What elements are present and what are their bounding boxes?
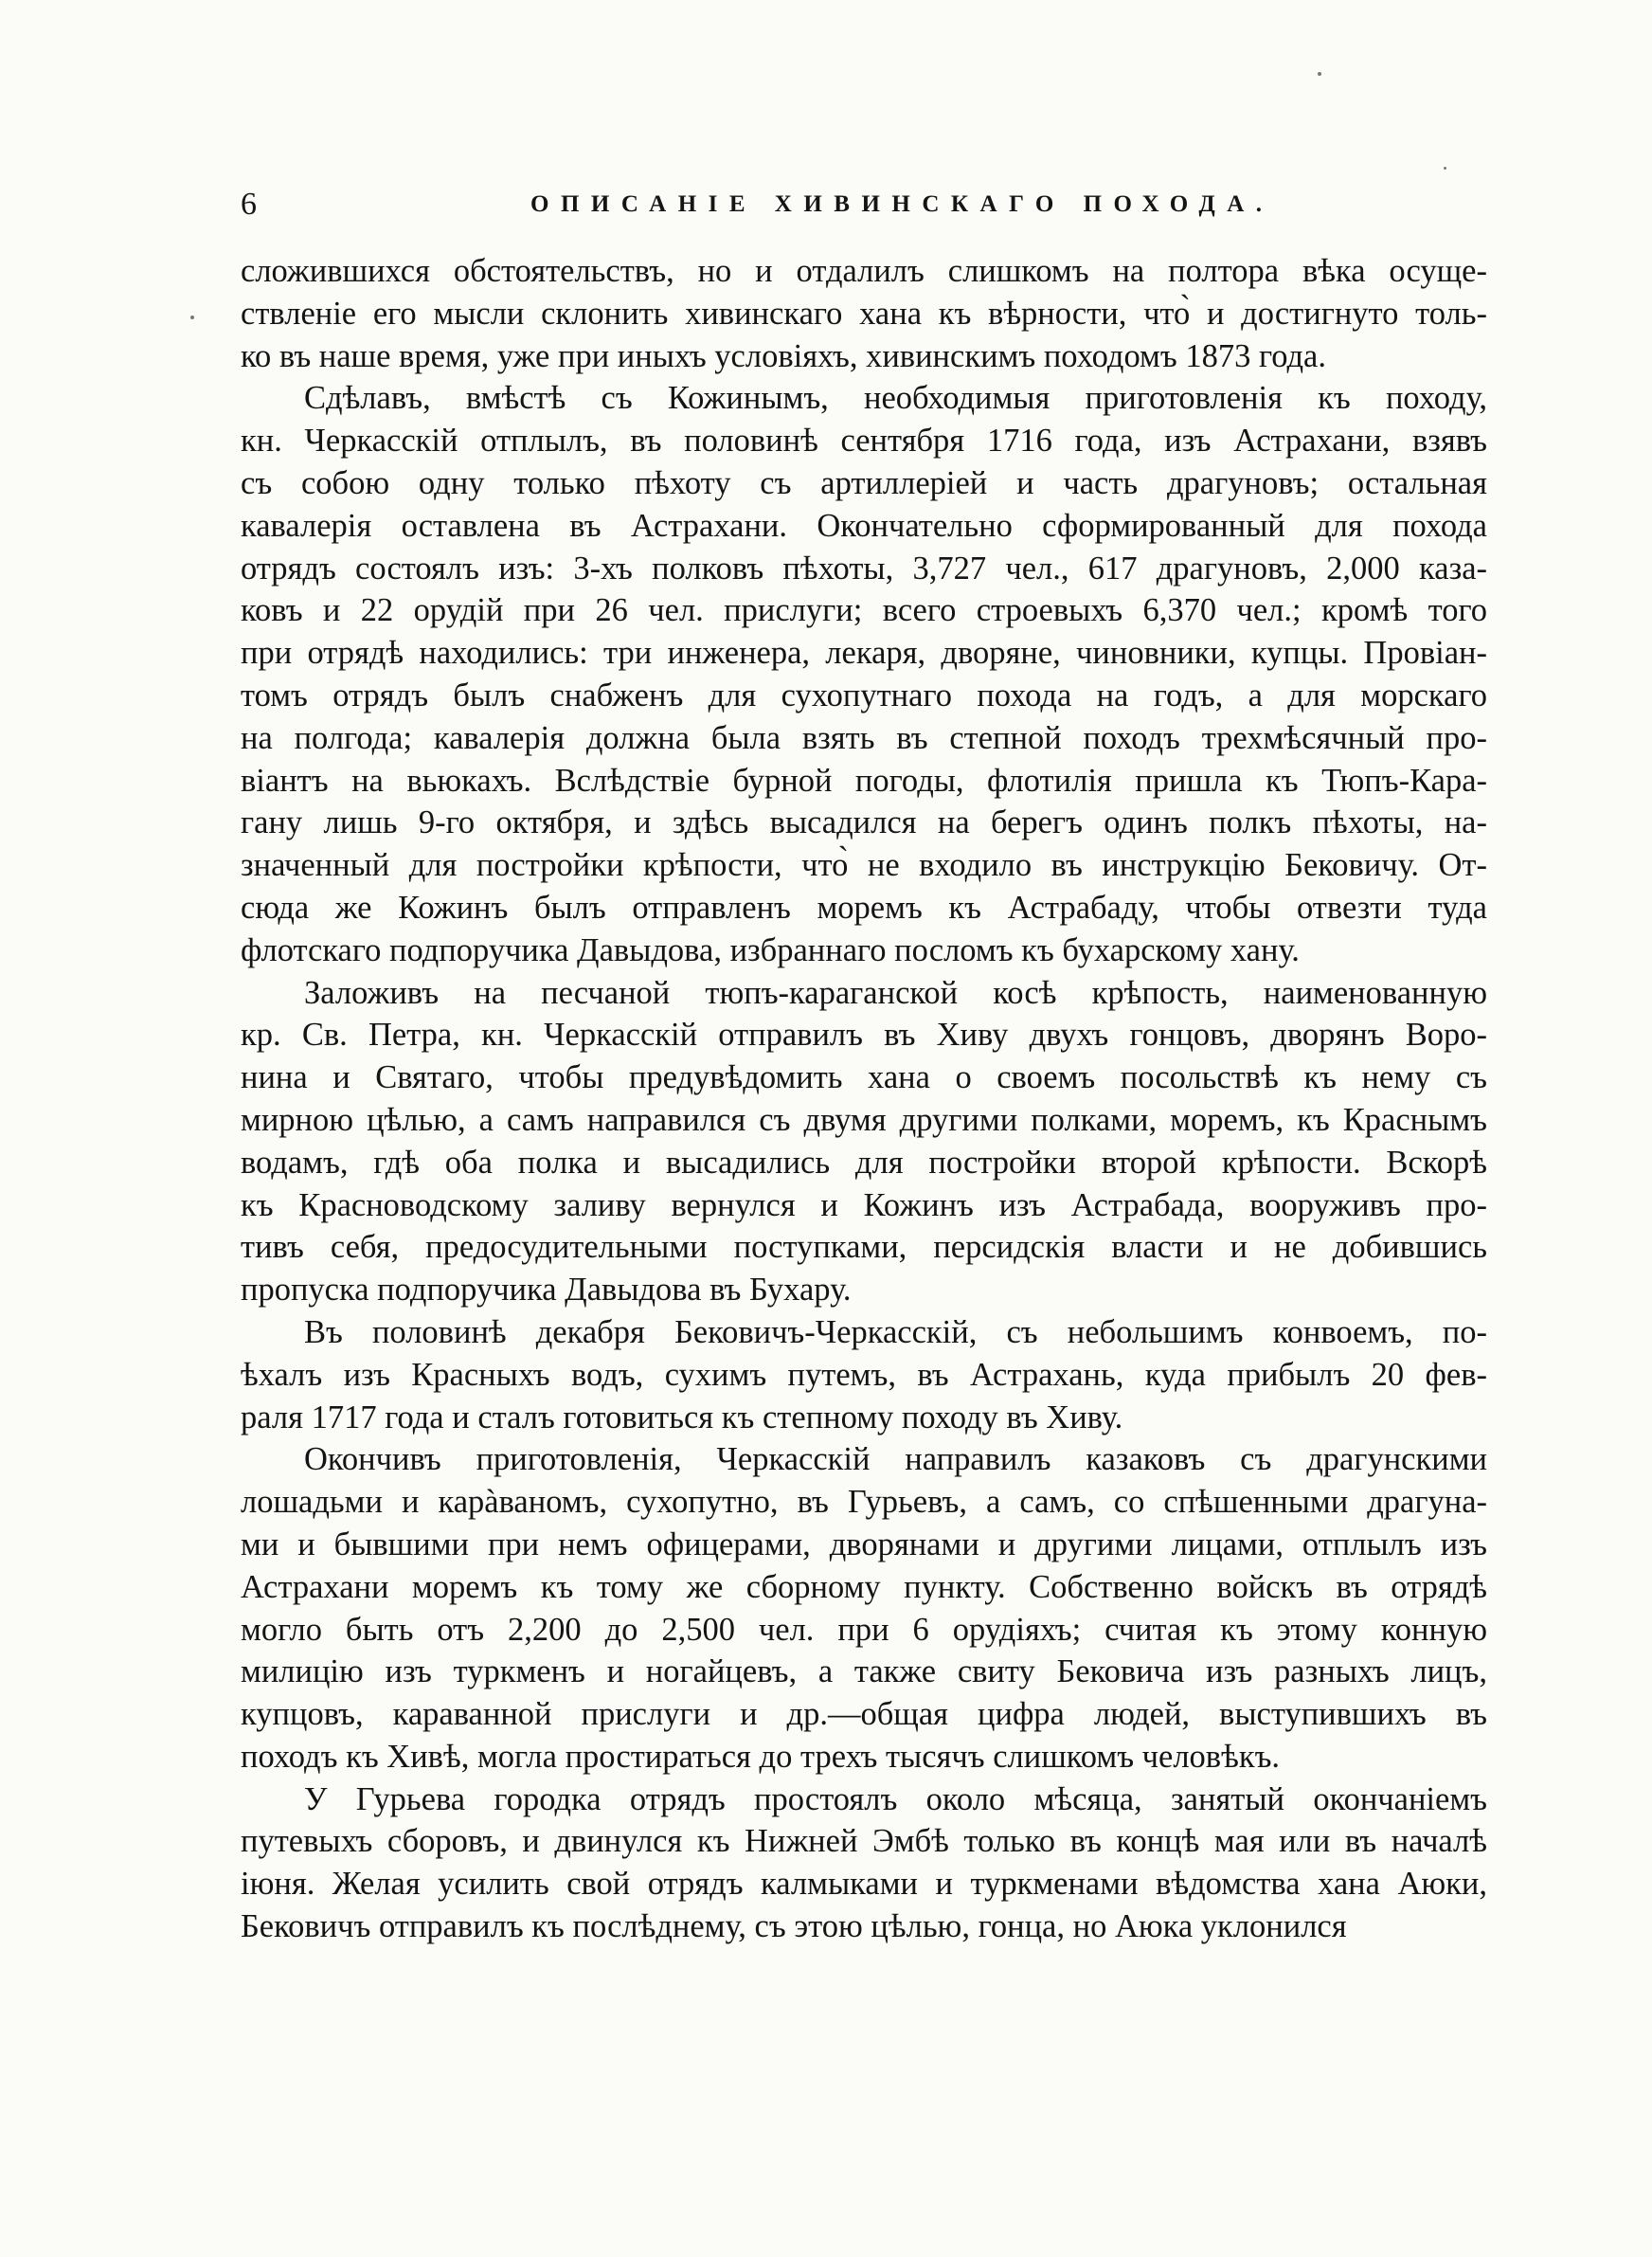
text-line: водамъ, гдѣ оба полка и высадились для постройки второй крѣпости. Вскорѣ [241,1144,1487,1181]
text-line: сложившихся обстоятельствъ, но и отдалилъ слишкомъ на полтора вѣка осуще- [241,253,1487,289]
text-line: сюда же Кожинъ былъ отправленъ моремъ къ Астрабаду, чтобы отвезти туда [241,889,1487,926]
text-line: Бековичъ отправилъ къ послѣднему, съ этою цѣлью, гонца, но Аюка уклонился [241,1908,1347,1945]
text-line: тивъ себя, предосудительными поступками, персидскія власти и не добившись [241,1229,1487,1266]
page-header [227,176,1487,233]
paragraph [241,1438,1487,1778]
text-line: походъ къ Хивѣ, могла простираться до трехъ тысячъ слишкомъ человѣкъ. [241,1738,1281,1775]
text-line: Заложивъ на песчаной тюпъ-караганской косѣ крѣпость, наименованную [304,974,1487,1011]
text-line: кавалерія оставлена въ Астрахани. Окончательно сформированный для похода [241,507,1487,544]
paragraph [241,1779,1487,1948]
text-line: пропуска подпоручика Давыдова въ Бухару. [241,1272,852,1309]
text-line: гану лишь 9-го октября, и здѣсь высадился на берегъ одинъ полкъ пѣхоты, на- [241,804,1487,841]
paragraph [241,250,1487,377]
text-line: мирною цѣлью, а самъ направился съ двумя другими полками, моремъ, къ Краснымъ [241,1101,1487,1138]
text-line: Сдѣлавъ, вмѣстѣ съ Кожинымъ, необходимыя приготовленія къ походу, [304,380,1487,417]
text-line: отрядъ состоялъ изъ: 3-хъ полковъ пѣхоты, 3,727 чел., 617 драгуновъ, 2,000 каза- [241,550,1487,587]
speck-mark [1444,167,1446,170]
text-line: съ собою одну только пѣхоту съ артиллеріей и часть драгуновъ; остальная [241,464,1487,501]
body-text [241,250,1487,1948]
text-line: Окончивъ приготовленія, Черкасскій направилъ казаковъ съ драгунскими [304,1441,1487,1478]
text-line: при отрядѣ находились: три инженера, лекаря, дворяне, чиновники, купцы. Провіан- [241,635,1487,672]
text-line: ко въ наше время, уже при иныхъ условіяхъ, хивинскимъ походомъ 1873 года. [241,337,1326,374]
text-line: віантъ на вьюкахъ. Вслѣдствіе бурной погоды, флотилія пришла къ Тюпъ-Кара- [241,762,1487,799]
text-line: іюня. Желая усилить свой отрядъ калмыками и туркменами вѣдомства хана Аюки, [241,1866,1487,1903]
running-title: ОПИСАНІЕ ХИВИНСКАГО ПОХОДА. [530,191,1274,217]
text-line: Астрахани моремъ къ тому же сборному пункту. Собственно войскъ въ отрядѣ [241,1568,1487,1605]
text-line: лошадьми и карàваномъ, сухопутно, въ Гурьевъ, а самъ, со спѣшенными драгуна- [241,1484,1487,1521]
text-line: ми и бывшими при немъ офицерами, дворянами и другими лицами, отплылъ изъ [241,1526,1487,1562]
text-line: раля 1717 года и сталъ готовиться къ степному походу въ Хиву. [241,1399,1123,1435]
paragraph [241,377,1487,971]
text-line: ковъ и 22 орудій при 26 чел. прислуги; всего строевыхъ 6,370 чел.; кромѣ того [241,592,1487,629]
paragraph [241,1311,1487,1438]
text-line: ѣхалъ изъ Красныхъ водъ, сухимъ путемъ, въ Астрахань, куда прибылъ 20 фев- [241,1356,1487,1393]
text-line: томъ отрядъ былъ снабженъ для сухопутнаго похода на годъ, а для морскаго [241,677,1487,713]
text-line: У Гурьева городка отрядъ простоялъ около мѣсяца, занятый окончаніемъ [304,1780,1487,1817]
speck-mark [190,316,194,319]
text-line: кр. Св. Петра, кн. Черкасскій отправилъ въ Хиву двухъ гонцовъ, дворянъ Воро- [241,1017,1487,1054]
text-line: путевыхъ сборовъ, и двинулся къ Нижней Эмбѣ только въ концѣ мая или въ началѣ [241,1823,1487,1860]
text-line: на полгода; кавалерія должна была взять въ степной походъ трехмѣсячный про- [241,719,1487,756]
text-line: нина и Святаго, чтобы предувѣдомить хана о своемъ посольствѣ къ нему съ [241,1059,1487,1096]
text-line: флотскаго подпоручика Давыдова, избраннаго посломъ къ бухарскому хану. [241,931,1300,968]
text-line: кн. Черкасскій отплылъ, въ половинѣ сентября 1716 года, изъ Астрахани, взявъ [241,423,1487,460]
text-line: милицію изъ туркменъ и ногайцевъ, а также свиту Бековича изъ разныхъ лицъ, [241,1653,1487,1690]
text-line: Въ половинѣ декабря Бековичъ-Черкасскій, съ небольшимъ конвоемъ, по- [304,1313,1487,1350]
page-number: 6 [241,187,257,222]
text-line: значенный для постройки крѣпости, что̀ не входило въ инструкцію Бековичу. От- [241,847,1487,884]
paragraph [241,972,1487,1311]
text-line: къ Красноводскому заливу вернулся и Кожинъ изъ Астрабада, вооруживъ про- [241,1186,1487,1223]
text-line: ствленіе его мысли склонить хивинскаго хана къ вѣрности, что̀ и достигнуто толь- [241,295,1487,332]
speck-mark [1318,72,1321,76]
text-line: могло быть отъ 2,200 до 2,500 чел. при 6 орудіяхъ; считая къ этому конную [241,1611,1487,1648]
text-line: купцовъ, караванной прислуги и др.—общая цифра людей, выступившихъ въ [241,1696,1487,1733]
